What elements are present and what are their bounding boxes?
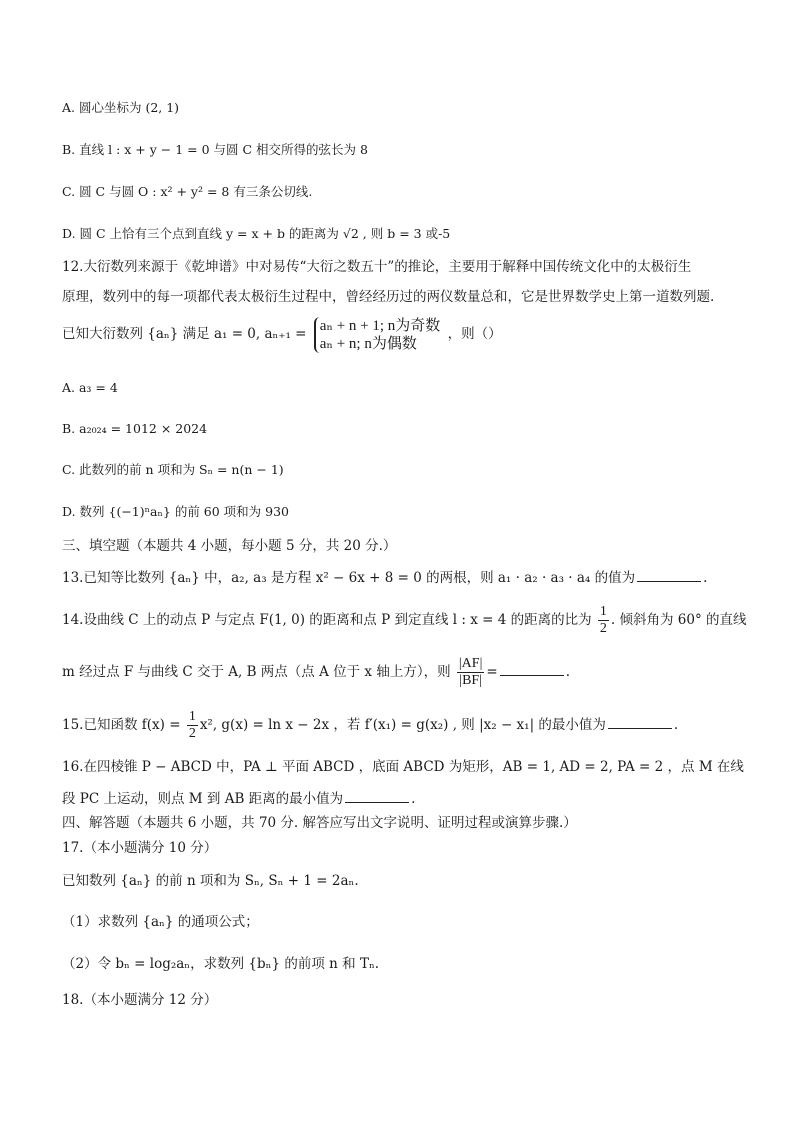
q16-answer-blank[interactable] [345, 788, 409, 803]
q16-text: 段 PC 上运动，则点 M 到 AB 距离的最小值为 [62, 791, 344, 807]
q14-end: . [565, 664, 570, 680]
q17-header: 17.（本小题满分 10 分） [62, 840, 218, 856]
q12-option-c: C. 此数列的前 n 项和为 Sₙ = n(n − 1) [62, 462, 284, 477]
q17-stem: 已知数列 {aₙ} 的前 n 项和为 Sₙ, Sₙ + 1 = 2aₙ. [62, 873, 359, 889]
q18-header: 18.（本小题满分 12 分） [62, 992, 218, 1008]
q16-stem-line2 [62, 788, 764, 809]
q14-af-bf-fraction [457, 656, 485, 689]
q13-text: 13.已知等比数列 {aₙ} 中，a₂, a₃ 是方程 x² − 6x + 8 = 0 的两根，则 a₁ · a₂ · a₃ · a₄ 的值为 [62, 570, 636, 586]
q11-option-a: A. 圆心坐标为 (2, 1) [62, 100, 180, 115]
section-4-heading: 四、解答题（本题共 6 小题，共 70 分. 解答应写出文字说明、证明过程或演算步骤.） [62, 815, 577, 831]
q15-half-fraction [187, 709, 198, 742]
q12-option-b: B. a₂₀₂₄ = 1012 × 2024 [62, 421, 208, 436]
q12-stem-line3 [62, 314, 764, 354]
q13-stem [62, 567, 764, 588]
q14-ratio-numerator: 1 [599, 604, 607, 619]
q14-text-b: . 倾斜角为 60° 的直线 [610, 612, 747, 628]
q17-part1: （1）求数列 {aₙ} 的通项公式； [62, 914, 259, 930]
q14-equals: = [486, 664, 498, 680]
q12-case-even: aₙ + n; n为偶数 [319, 335, 417, 352]
q15-stem [62, 705, 764, 745]
q12-recurrence-prefix: 已知大衍数列 {aₙ} 满足 a₁ = 0, aₙ₊₁ = [62, 326, 307, 342]
q12-stem-line2: 原理，数列中的每一项都代表太极衍生过程中，曾经经历过的两仪数量总和，它是世界数学史上第一道数列题. [62, 289, 715, 305]
q14-answer-blank[interactable] [500, 661, 564, 676]
q16-stem-line1: 16.在四棱锥 P − ABCD 中，PA ⊥ 平面 ABCD ，底面 ABCD 为矩形，AB = 1, AD = 2, PA = 2 ，点 M 在线 [62, 759, 744, 775]
q12-option-a: A. a₃ = 4 [62, 380, 118, 395]
q14-text-a: 14.设曲线 C 上的动点 P 与定点 F(1, 0) 的距离和点 P 到定直线 l : x = 4 的距离的比为 [62, 612, 592, 628]
q17-part2: （2）令 bₙ = log₂aₙ，求数列 {bₙ} 的前项 n 和 Tₙ. [62, 956, 380, 972]
q14-af: |AF| [458, 656, 483, 671]
q11-option-b: B. 直线 l : x + y − 1 = 0 与圆 C 相交所得的弦长为 8 [62, 142, 368, 157]
q11-option-c: C. 圆 C 与圆 O : x² + y² = 8 有三条公切线. [62, 184, 313, 199]
q14-stem-line2 [62, 652, 764, 692]
q15-end: . [673, 717, 679, 733]
q15-text-a: 15.已知函数 f(x) = [62, 717, 181, 733]
section-3-heading: 三、填空题（本题共 4 小题，每小题 5 分，共 20 分.） [62, 538, 397, 554]
q14-ratio-fraction [598, 604, 609, 637]
q14-stem-line1 [62, 602, 764, 638]
q13-end: . [703, 570, 708, 586]
q11-option-d: D. 圆 C 上恰有三个点到直线 y = x + b 的距离为 √2 , 则 b = 3 或-5 [62, 226, 451, 241]
q12-stem-suffix: ，则（） [447, 326, 502, 342]
q14-text-c: m 经过点 F 与曲线 C 交于 A, B 两点（点 A 位于 x 轴上方），则 [62, 664, 451, 680]
q12-piecewise-brace [314, 317, 440, 353]
q12-stem-line1: 12.大衍数列来源于《乾坤谱》中对易传“大衍之数五十”的推论，主要用于解释中国传统文化中的太极衍生 [62, 259, 692, 275]
q12-case-odd: aₙ + n + 1; n为奇数 [319, 317, 441, 334]
q15-frac-numerator: 1 [188, 709, 196, 724]
q14-ratio-denominator: 2 [599, 621, 607, 636]
q15-answer-blank[interactable] [608, 714, 672, 729]
q15-frac-denominator: 2 [188, 726, 196, 741]
q14-bf: |BF| [459, 673, 482, 688]
q13-answer-blank[interactable] [637, 567, 701, 582]
q12-option-d: D. 数列 {(−1)ⁿaₙ} 的前 60 项和为 930 [62, 504, 290, 519]
q15-text-b: x², g(x) = ln x − 2x ，若 f′(x₁) = g(x₂) , 则 |x₂ − x₁| 的最小值为 [199, 717, 606, 733]
q16-end: . [411, 791, 416, 807]
